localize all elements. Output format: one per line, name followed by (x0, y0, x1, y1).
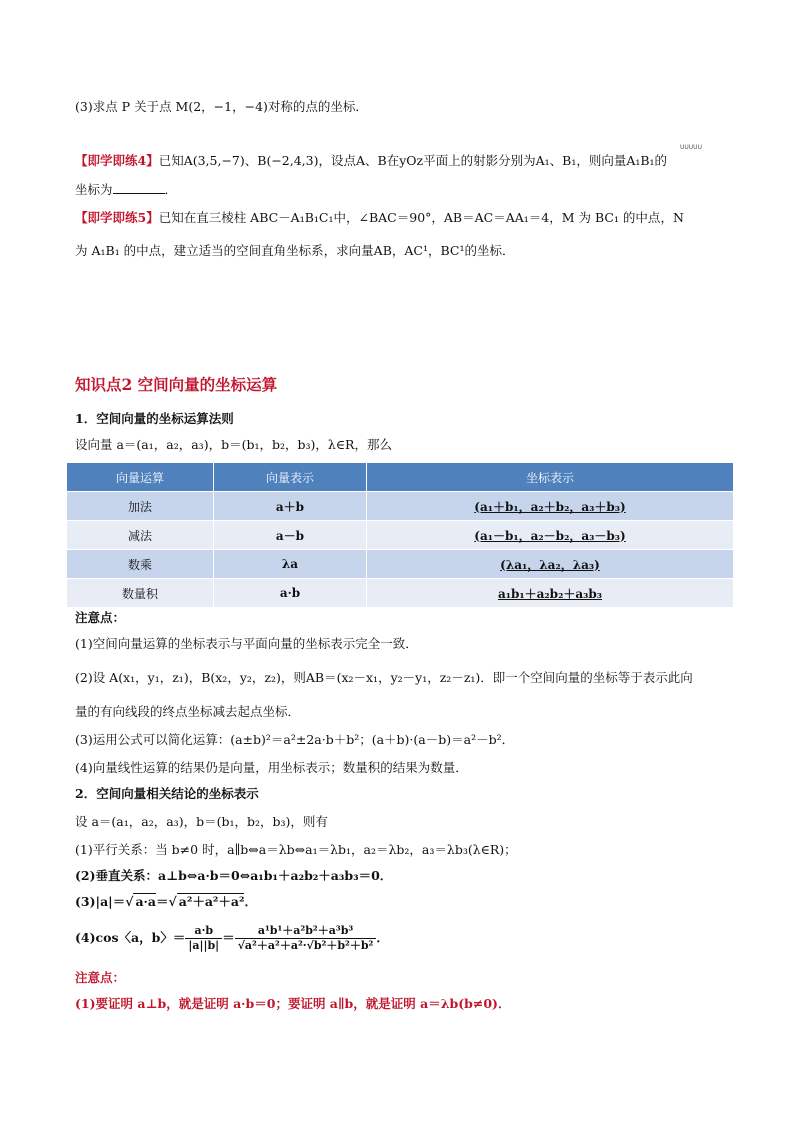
magnitude-root-1: a·a (135, 894, 157, 909)
fraction-numerator: a·b (185, 924, 222, 939)
notes-label-2: 注意点： (75, 970, 126, 985)
setup-line-1: 设向量 a＝(a₁，a₂，a₃)，b＝(b₁，b₂，b₃)，λ∈R，那么 (75, 437, 392, 452)
result-parallel: (1)平行关系：当 b≠0 时，a∥b⇔a＝λb⇔a₁＝λb₁，a₂＝λb₂，a₃＝λb₃(λ∈R)； (75, 842, 517, 857)
magnitude-root-2: a²＋a²＋a² (178, 894, 245, 909)
fraction-denominator: |a||b| (188, 939, 220, 952)
subsection-2-title: 2．空间向量相关结论的坐标表示 (75, 786, 259, 801)
cosine-eq: ＝ (222, 930, 235, 945)
exercise-5-tag: 【即学即练5】 (75, 210, 159, 225)
sqrt-icon: √ (125, 894, 134, 909)
answer-blank (113, 181, 165, 194)
sqrt-icon: √ (168, 894, 177, 909)
note-1: (1)空间向量运算的坐标表示与平面向量的坐标表示完全一致． (75, 636, 418, 651)
table-cell: a－b (214, 521, 367, 550)
exercise-5-line-2: 为 A₁B₁ 的中点，建立适当的空间直角坐标系，求向量AB，AC¹，BC¹的坐标． (75, 243, 515, 258)
exercise-5-line-1 (75, 210, 684, 226)
note-3: (3)运用公式可以简化运算：(a±b)²＝a²±2a·b＋b²；(a＋b)·(a－b)＝a²－b²． (75, 732, 515, 747)
note-proof: (1)要证明 a⊥b，就是证明 a·b＝0；要证明 a∥b，就是证明 a＝λb(b≠0)． (75, 996, 511, 1011)
exercise-4-text: 已知A(3,5,−7)、B(−2,4,3)，设点A、B在yOz平面上的射影分别为A₁、B₁，则向量A₁B₁的 (158, 153, 668, 168)
result-cosine (75, 924, 389, 953)
table-cell: 加法 (67, 492, 214, 521)
exercise-4-line-1 (75, 153, 667, 169)
table-row (67, 521, 734, 550)
table-row (67, 579, 734, 608)
notes-label: 注意点： (75, 610, 126, 625)
table-header-row (67, 463, 734, 492)
table-cell: λa (214, 550, 367, 579)
exercise-4-answer-prefix: 坐标为 (75, 182, 113, 197)
exercise-5-text-a: 已知在直三棱柱 ABC－A₁B₁C₁中，∠BAC＝90°，AB＝AC＝AA₁＝4，M 为 BC₁ 的中点，N (158, 210, 684, 225)
table-header-cell: 向量表示 (214, 463, 367, 492)
table-header-cell: 坐标表示 (367, 463, 734, 492)
setup-line-2: 设 a＝(a₁，a₂，a₃)，b＝(b₁，b₂，b₃)，则有 (75, 814, 328, 829)
table-cell: a·b (214, 579, 367, 608)
section-title: 知识点2 空间向量的坐标运算 (75, 375, 278, 394)
exercise-4-end: ． (164, 182, 178, 197)
magnitude-eq: ＝ (156, 894, 169, 909)
magnitude-end: ． (244, 894, 257, 909)
cosine-fraction-1 (185, 924, 222, 953)
note-2-line-b: 量的有向线段的终点坐标减去起点坐标． (75, 704, 301, 719)
table-cell: (λa₁，λa₂，λa₃) (367, 550, 734, 579)
note-2-line-a: (2)设 A(x₁，y₁，z₁)，B(x₂，y₂，z₂)，则AB＝(x₂－x₁，y₂－y₁，z₂－z₁)．即一个空间向量的坐标等于表示此向 (75, 670, 693, 685)
table-cell: 减法 (67, 521, 214, 550)
fraction-numerator: a¹b¹＋a²b²＋a³b³ (235, 924, 377, 939)
coordinate-operations-table (66, 462, 734, 608)
table-row (67, 492, 734, 521)
fraction-denominator: √a²＋a²＋a²·√b²＋b²＋b² (237, 939, 374, 952)
cosine-left: (4)cos〈a，b〉＝ (75, 930, 186, 945)
table-cell: a＋b (214, 492, 367, 521)
note-4: (4)向量线性运算的结果仍是向量，用坐标表示；数量积的结果为数量． (75, 760, 468, 775)
table-cell: (a₁＋b₁，a₂＋b₂，a₃＋b₃) (367, 492, 734, 521)
cosine-fraction-2 (235, 924, 377, 953)
table-row (67, 550, 734, 579)
exercise-4-line-2 (75, 181, 177, 198)
cosine-end: ． (376, 930, 389, 945)
problem-3-text: (3)求点 P 关于点 M(2，−1，−4)对称的点的坐标． (75, 99, 368, 114)
result-magnitude (75, 894, 257, 910)
vector-arrow-mark: UUUUU (680, 144, 702, 151)
result-perpendicular: (2)垂直关系：a⊥b⇔a·b＝0⇔a₁b₁＋a₂b₂＋a₃b₃＝0． (75, 868, 393, 883)
table-cell: (a₁－b₁，a₂－b₂，a₃－b₃) (367, 521, 734, 550)
table-header-cell: 向量运算 (67, 463, 214, 492)
table-cell: a₁b₁＋a₂b₂＋a₃b₃ (367, 579, 734, 608)
table-cell: 数乘 (67, 550, 214, 579)
subsection-1-title: 1．空间向量的坐标运算法则 (75, 411, 234, 426)
table-cell: 数量积 (67, 579, 214, 608)
exercise-4-tag: 【即学即练4】 (75, 153, 159, 168)
magnitude-left: (3)|a|＝ (75, 894, 126, 909)
